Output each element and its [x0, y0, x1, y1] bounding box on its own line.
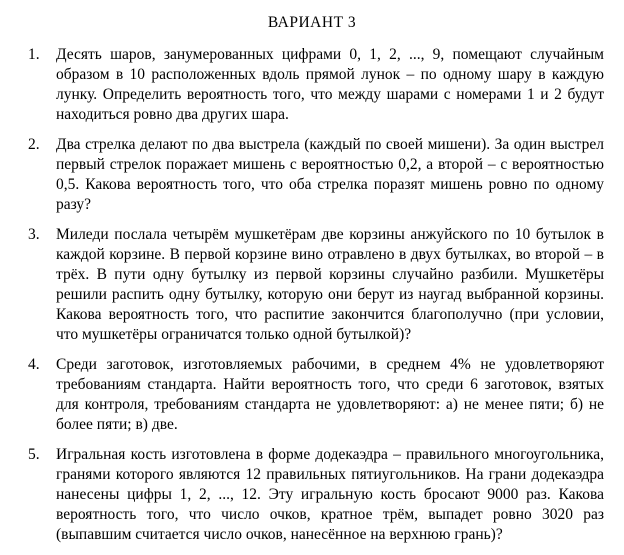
problem-item	[0, 45, 624, 125]
problem-text: Игральная кость изготовлена в форме додекаэдра – правильного многоугольника, гранями которого являются 12 правильных пятиугольников. На грани додекаэдра нанесены цифры 1, 2, ..., 12. Эту игральную кость бросают 9000 раз. Какова вероятность того, что число очков, кратное трём, выпадет ровно 3020 раз (выпавшим считается число очков, нанесённое на верхнюю грань)?	[56, 446, 604, 543]
problem-number: 4.	[28, 356, 40, 373]
problem-item	[0, 135, 624, 215]
problem-text: Среди заготовок, изготовляемых рабочими, в среднем 4% не удовлетворяют требованиям стандарта. Найти вероятность того, что среди 6 заготовок, взятых для контроля, требованиям стандарта не удовлетворяют: а) не менее пяти; б) не более пяти; в) две.	[56, 356, 604, 433]
problem-text: Миледи послала четырём мушкетёрам две корзины анжуйского по 10 бутылок в каждой корзине. В первой корзине вино отравлено в двух бутылках, во второй – в трёх. В пути одну бутылку из первой корзины случайно разбили. Мушкетёры решили распить одну бутылку, которую они берут из наугад выбранной корзины. Какова вероятность того, что распитие закончится благополучно (при условии, что мушкетёры ограничатся только одной бутылкой)?	[56, 226, 604, 343]
problem-number: 5.	[28, 446, 40, 463]
problem-list	[0, 45, 624, 555]
problem-item	[0, 445, 624, 545]
problem-text: Десять шаров, занумерованных цифрами 0, 1, 2, ..., 9, помещают случайным образом в 10 расположенных вдоль прямой лунок – по одному шару в каждую лунку. Определить вероятность того, что между шарами с номерами 1 и 2 будут находиться ровно два других шара.	[56, 46, 604, 123]
problem-number: 2.	[28, 136, 40, 153]
problem-number: 1.	[28, 46, 40, 63]
problem-item	[0, 355, 624, 435]
problem-item	[0, 225, 624, 345]
problem-number: 3.	[28, 226, 40, 243]
problem-text: Два стрелка делают по два выстрела (каждый по своей мишени). За один выстрел первый стрелок поражает мишень с вероятностью 0,2, а второй – с вероятностью 0,5. Какова вероятность того, что оба стрелка поразят мишень ровно по одному разу?	[56, 136, 604, 213]
variant-title: ВАРИАНТ 3	[267, 14, 357, 31]
